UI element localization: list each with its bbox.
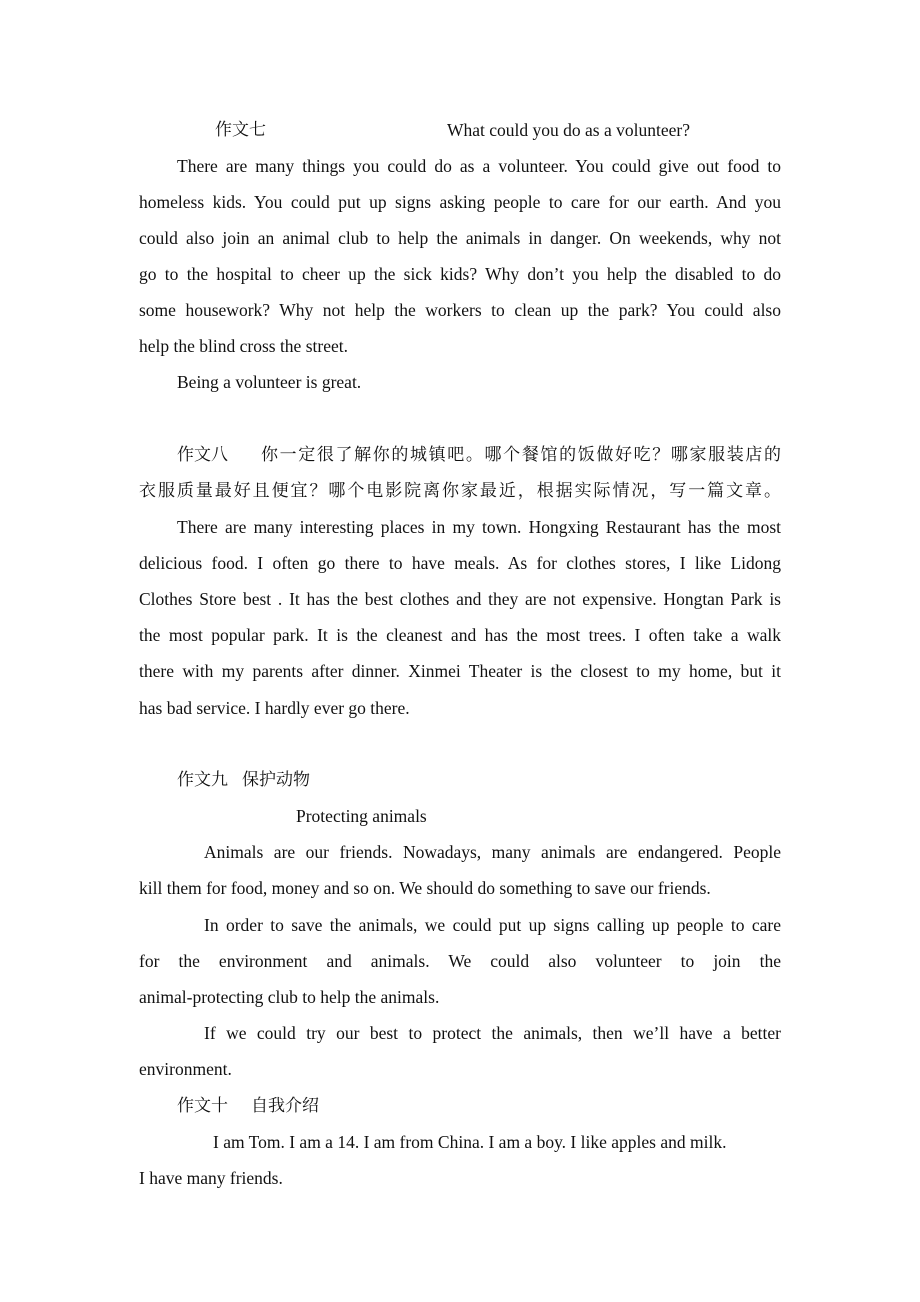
essay9-line: In order to save the animals, we could put up signs calling up people to care [204,915,781,935]
essay8-line: Clothes Store best . It has the best clothes and they are not expensive. Hongtan Park is [139,589,781,609]
essay9-line: Animals are our friends. Nowadays, many animals are endangered. People [204,842,781,862]
essay9-line: for the environment and animals. We could also volunteer to join the [139,951,781,971]
essay8-line: There are many interesting places in my town. Hongxing Restaurant has the most [177,517,781,537]
essay7-line: homeless kids. You could put up signs asking people to care for our earth. And you [139,192,781,212]
essay7-line: There are many things you could do as a volunteer. You could give out food to [177,156,781,176]
essay8-prompt: 衣服质量最好且便宜？哪个电影院离你家最近，根据实际情况，写一篇文章。 [139,481,781,501]
essay7-line: go to the hospital to cheer up the sick kids? Why don’t you help the disabled to do [139,264,781,284]
essay7-closing: Being a volunteer is great. [177,372,362,392]
essay7-title: What could you do as a volunteer? [447,120,690,140]
essay9-line: environment. [139,1059,232,1079]
essay9-title: Protecting animals [296,806,427,826]
essay7-line: help the blind cross the street. [139,336,348,356]
essay7-line: some housework? Why not help the workers to clean up the park? You could also [139,300,781,320]
essay9-line: If we could try our best to protect the animals, then we’ll have a better [204,1023,781,1043]
essay7-line: could also join an animal club to help the animals in danger. On weekends, why not [139,228,781,248]
essay10-line: I have many friends. [139,1168,283,1188]
essay8-line: the most popular park. It is the cleanest and has the most trees. I often take a walk [139,625,781,645]
essay8-line: delicious food. I often go there to have meals. As for clothes stores, I like Lidong [139,553,781,573]
essay9-label: 作文九 [177,770,228,790]
essay9-line: kill them for food, money and so on. We should do something to save our friends. [139,878,711,898]
essay8-label: 作文八 [177,445,228,465]
essay8-line: has bad service. I hardly ever go there. [139,698,410,718]
essay7-label: 作文七 [215,120,266,140]
essay10-topic: 自我介绍 [251,1096,319,1116]
essay9-line: animal-protecting club to help the animals. [139,987,440,1007]
essay10-label: 作文十 [177,1096,228,1116]
essay10-line: I am Tom. I am a 14. I am from China. I am a boy. I like apples and milk. [213,1132,727,1152]
essay8-prompt: 你一定很了解你的城镇吧。哪个餐馆的饭做好吃？哪家服装店的 [261,445,781,465]
essay8-line: there with my parents after dinner. Xinmei Theater is the closest to my home, but it [139,661,781,681]
essay9-topic: 保护动物 [242,770,310,790]
